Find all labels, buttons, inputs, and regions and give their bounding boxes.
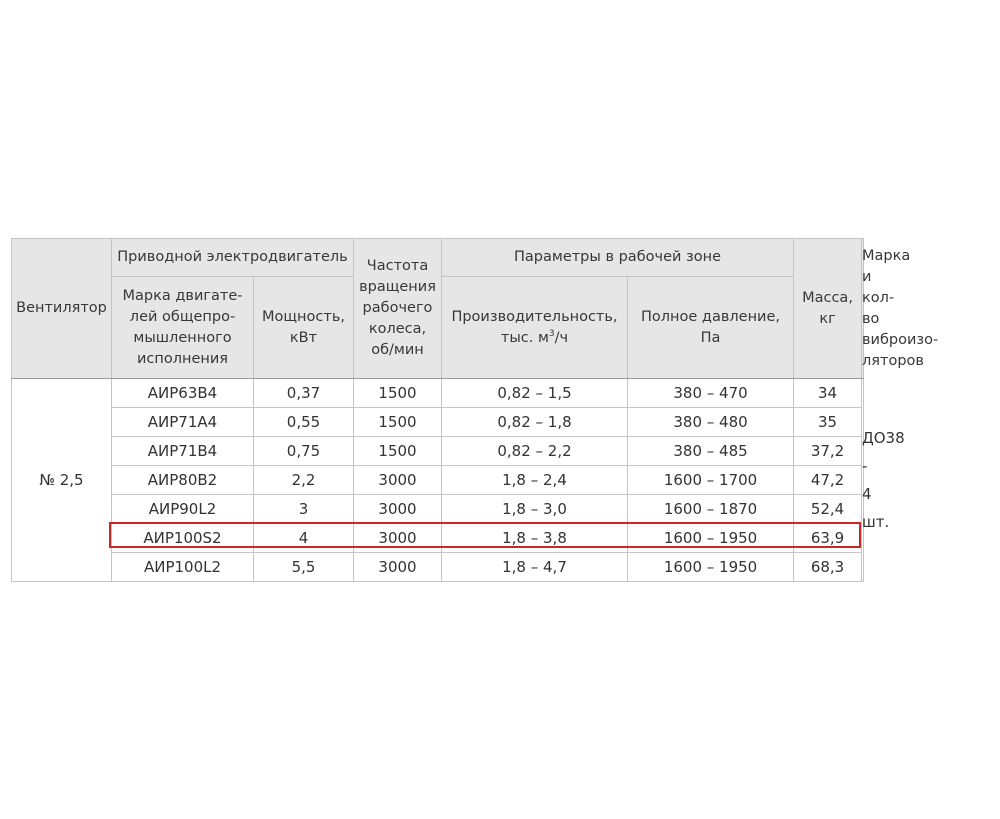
cell-pressure: 1600 – 1950 — [628, 524, 794, 553]
cell-mass: 35 — [794, 408, 862, 437]
table-row — [12, 524, 864, 553]
table-row — [12, 437, 864, 466]
cell-capacity: 1,8 – 3,8 — [442, 524, 628, 553]
cell-mass: 34 — [794, 379, 862, 408]
header-isolators: Марка и кол- во виброизо- ляторов — [862, 239, 864, 379]
cell-rpm: 3000 — [354, 495, 442, 524]
cell-power: 0,55 — [254, 408, 354, 437]
cell-rpm: 1500 — [354, 437, 442, 466]
cell-rpm: 3000 — [354, 553, 442, 582]
cell-motor: АИР71В4 — [112, 437, 254, 466]
cell-rpm: 1500 — [354, 379, 442, 408]
cell-pressure: 1600 – 1700 — [628, 466, 794, 495]
cell-motor: АИР90L2 — [112, 495, 254, 524]
cell-rpm: 1500 — [354, 408, 442, 437]
cell-power: 0,75 — [254, 437, 354, 466]
header-pressure: Полное давление, Па — [628, 277, 794, 379]
isolators-cell: ДО38 - 4 шт. — [862, 379, 864, 582]
cell-mass: 47,2 — [794, 466, 862, 495]
cell-mass: 52,4 — [794, 495, 862, 524]
table-row — [12, 466, 864, 495]
table-row — [12, 379, 864, 408]
header-capacity-unit: /ч — [554, 329, 569, 346]
cell-motor: АИР100S2 — [112, 524, 254, 553]
cell-rpm: 3000 — [354, 524, 442, 553]
cell-mass: 68,3 — [794, 553, 862, 582]
table-row — [12, 408, 864, 437]
cell-motor: АИР71А4 — [112, 408, 254, 437]
cell-power: 4 — [254, 524, 354, 553]
header-mass: Масса, кг — [794, 239, 862, 379]
header-motor-group: Приводной электродвигатель — [112, 239, 354, 277]
cell-motor: АИР80В2 — [112, 466, 254, 495]
cell-capacity: 1,8 – 2,4 — [442, 466, 628, 495]
header-rpm: Частота вращения рабочего колеса, об/мин — [354, 239, 442, 379]
cell-mass: 63,9 — [794, 524, 862, 553]
cell-power: 2,2 — [254, 466, 354, 495]
header-capacity — [442, 277, 628, 379]
cell-pressure: 380 – 480 — [628, 408, 794, 437]
cell-motor: АИР100L2 — [112, 553, 254, 582]
cell-pressure: 380 – 470 — [628, 379, 794, 408]
cell-power: 0,37 — [254, 379, 354, 408]
header-motor-brand: Марка двигате- лей общепро- мышленного исполнения — [112, 277, 254, 379]
cell-pressure: 380 – 485 — [628, 437, 794, 466]
header-capacity-text: Производительность, тыс. м — [451, 308, 618, 346]
cell-power: 3 — [254, 495, 354, 524]
cell-mass: 37,2 — [794, 437, 862, 466]
cell-capacity: 0,82 – 2,2 — [442, 437, 628, 466]
cell-motor: АИР63В4 — [112, 379, 254, 408]
specs-table — [11, 238, 939, 582]
cell-capacity: 0,82 – 1,8 — [442, 408, 628, 437]
table-row — [12, 553, 864, 582]
fan-cell: № 2,5 — [12, 379, 112, 582]
table-row — [12, 495, 864, 524]
cell-pressure: 1600 – 1950 — [628, 553, 794, 582]
cell-capacity: 1,8 – 3,0 — [442, 495, 628, 524]
cell-capacity: 1,8 – 4,7 — [442, 553, 628, 582]
header-capacity-sup: 3 — [548, 328, 555, 339]
header-fan: Вентилятор — [12, 239, 112, 379]
cell-power: 5,5 — [254, 553, 354, 582]
cell-rpm: 3000 — [354, 466, 442, 495]
header-power: Мощность, кВт — [254, 277, 354, 379]
cell-pressure: 1600 – 1870 — [628, 495, 794, 524]
cell-capacity: 0,82 – 1,5 — [442, 379, 628, 408]
header-params-group: Параметры в рабочей зоне — [442, 239, 794, 277]
